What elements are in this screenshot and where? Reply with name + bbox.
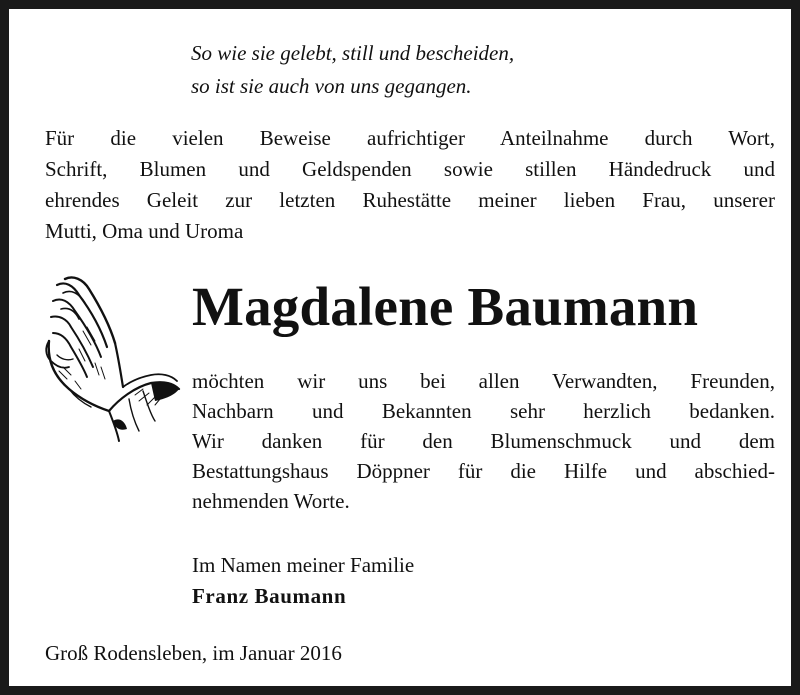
intro-line: Mutti, Oma und Uroma	[45, 219, 244, 243]
motto-line: So wie sie gelebt, still und bescheiden,	[191, 41, 515, 65]
motto-verse	[191, 37, 711, 103]
motto-line: so ist sie auch von uns gegangen.	[191, 74, 472, 98]
place-and-date: Groß Rodensleben, im Januar 2016	[45, 641, 342, 665]
signoff-line: Im Namen meiner Familie	[192, 553, 415, 577]
thanks-line: möchten wir uns bei allen Verwandten, Freunden,	[192, 369, 775, 393]
thanks-paragraph	[192, 366, 775, 516]
deceased-name: Magdalene Baumann	[192, 276, 699, 337]
thanks-line: nehmenden Worte.	[192, 489, 350, 513]
signer-name: Franz Baumann	[192, 584, 347, 608]
intro-line: ehrendes Geleit zur letzten Ruhestätte meiner lieben Frau, unserer	[45, 188, 775, 212]
intro-line: Für die vielen Beweise aufrichtiger Anteilnahme durch Wort,	[45, 126, 775, 150]
intro-paragraph	[45, 123, 775, 247]
thanks-line: Wir danken für den Blumenschmuck und dem	[192, 429, 775, 453]
intro-line: Schrift, Blumen und Geldspenden sowie stillen Händedruck und	[45, 157, 775, 181]
praying-hands-icon	[39, 271, 181, 443]
signoff	[192, 550, 692, 612]
thanks-line: Bestattungshaus Döppner für die Hilfe und abschied-	[192, 459, 775, 483]
thanks-line: Nachbarn und Bekannten sehr herzlich bedanken.	[192, 399, 775, 423]
